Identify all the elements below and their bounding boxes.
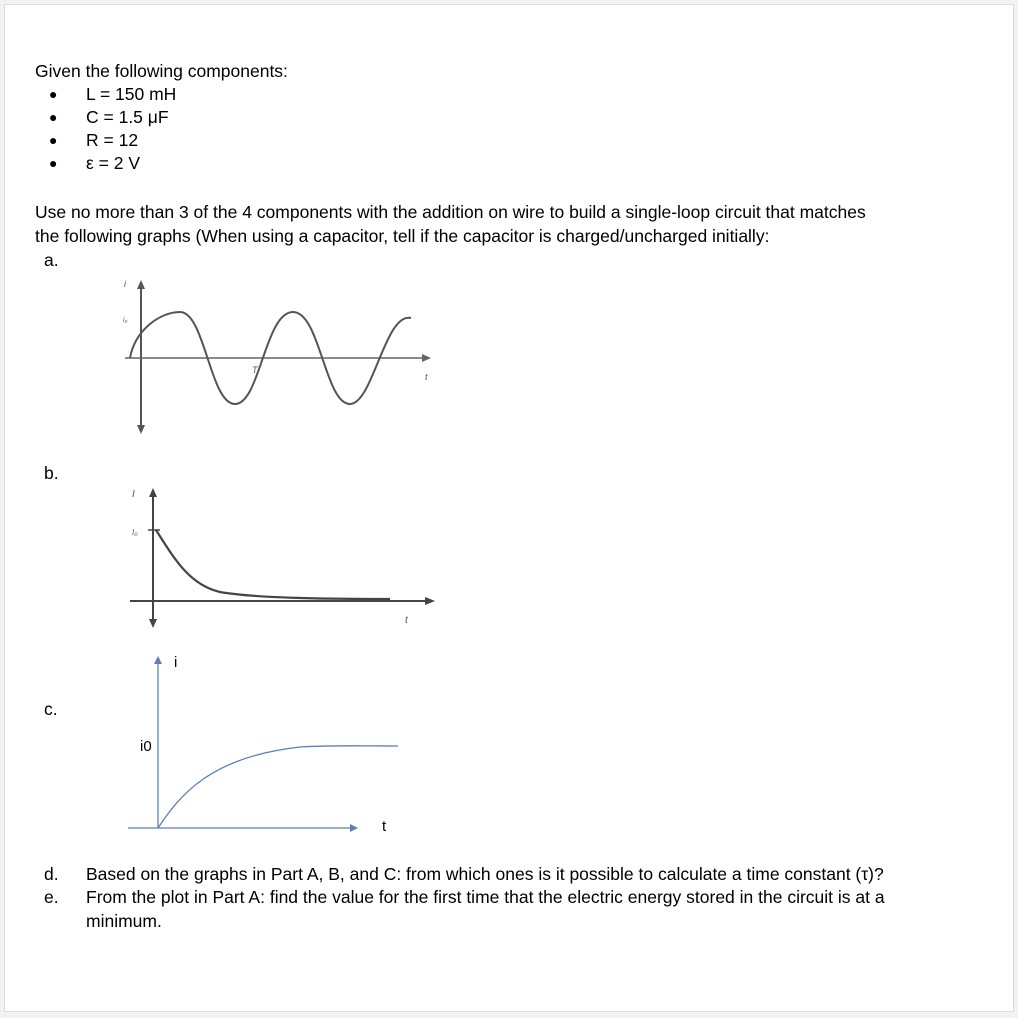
component-emf: ε = 2 V [86, 153, 141, 173]
part-d-label: d. [44, 864, 59, 884]
graph-b-y-label: I [132, 489, 135, 500]
graph-b [120, 480, 450, 630]
graph-a-y-arrow [137, 280, 145, 289]
bullet-icon: ● [49, 109, 58, 125]
graph-a [115, 270, 445, 440]
graph-a-y-arrow-bottom [137, 425, 145, 434]
part-d-text: Based on the graphs in Part A, B, and C: from which ones is it possible to calculate a time constant (τ)? [86, 864, 884, 884]
graph-c-y-arrow [154, 656, 162, 664]
graph-b-x-label: t [405, 615, 408, 626]
graph-c-growth-curve [158, 746, 398, 828]
part-c-label: c. [44, 699, 58, 719]
part-e-text-line-2: minimum. [86, 911, 162, 931]
bullet-icon: ● [49, 155, 58, 171]
graph-c [120, 645, 400, 845]
graph-c-x-label: t [382, 818, 387, 835]
part-a-label: a. [44, 250, 59, 270]
component-inductor: L = 150 mH [86, 84, 177, 104]
graph-b-start-label: I₀ [132, 528, 138, 537]
graph-c-y-label: i [174, 654, 178, 671]
graph-b-y-arrow-bottom [149, 619, 157, 628]
graph-c-x-arrow [350, 824, 358, 832]
graph-a-amplitude-label: i₀ [123, 317, 128, 324]
graph-c-asymptote-label: i0 [140, 738, 152, 755]
instructions-line-2: the following graphs (When using a capacitor, tell if the capacitor is charged/uncharged initially: [35, 226, 770, 246]
graph-b-y-arrow [149, 488, 157, 497]
graph-a-x-label: t [425, 372, 428, 382]
instructions-line-1: Use no more than 3 of the 4 components with the addition on wire to build a single-loop circuit that matches [35, 202, 866, 222]
component-capacitor: C = 1.5 μF [86, 107, 169, 127]
part-b-label: b. [44, 463, 59, 483]
part-e-text-line-1: From the plot in Part A: find the value for the first time that the electric energy stored in the circuit is at a [86, 887, 885, 907]
intro-text: Given the following components: [35, 61, 288, 81]
component-resistor: R = 12 [86, 130, 139, 150]
part-e-label: e. [44, 887, 59, 907]
graph-b-x-arrow [425, 597, 435, 605]
graph-b-decay-curve [156, 530, 390, 599]
bullet-icon: ● [49, 86, 58, 102]
graph-a-y-label: i [124, 279, 126, 289]
bullet-icon: ● [49, 132, 58, 148]
graph-a-x-arrow [422, 354, 431, 362]
graph-a-period-label: T [252, 365, 258, 375]
